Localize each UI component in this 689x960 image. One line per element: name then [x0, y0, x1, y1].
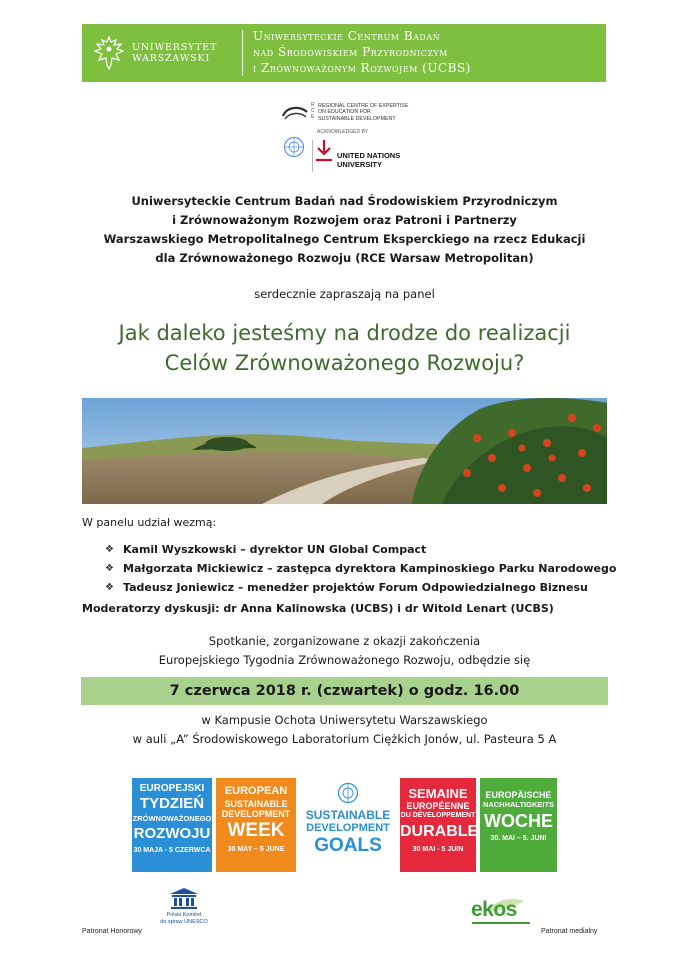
center-name-line3: i Zrównoważonym Rozwojem (UCBS)	[253, 61, 471, 75]
panelist-list	[105, 540, 616, 597]
ekos-logo: ekos	[471, 898, 517, 921]
tile-fr-line2: EUROPÉENNE	[406, 801, 470, 811]
intro-line2: i Zrównoważonym Rozwojem oraz Patroni i Partnerzy	[172, 213, 517, 227]
meeting-line1: Spotkanie, zorganizowane z okazji zakończenia	[208, 634, 481, 648]
header-banner	[82, 24, 606, 82]
tile-sdg	[299, 778, 397, 872]
eagle-emblem-icon	[94, 35, 124, 71]
center-name-line1: Uniwersyteckie Centrum Badań	[253, 29, 441, 43]
unesco-text-line2: do spraw UNESCO	[160, 918, 208, 925]
list-item	[105, 578, 616, 597]
tile-pl-line2: TYDZIEŃ	[139, 795, 205, 812]
venue-line1: w Kampusie Ochota Uniwersytetu Warszawskiego	[201, 713, 488, 727]
logo-divider	[312, 140, 313, 172]
unesco-text	[160, 912, 208, 925]
venue-line2: w auli „A” Środowiskowego Laboratorium Ciężkich Jonów, ul. Pasteura 5 A	[132, 732, 557, 746]
tile-en-date: 30 MAY – 5 JUNE	[227, 846, 285, 853]
panel-heading: W panelu udział wezmą:	[82, 516, 217, 529]
event-date: 7 czerwca 2018 r. (czwartek) o godz. 16.00	[169, 683, 520, 699]
unu-text	[337, 152, 400, 169]
tile-european-week-de	[480, 778, 557, 872]
unu-text-line1: UNITED NATIONS	[337, 151, 401, 160]
panelist-1: Kamil Wyszkowski – dyrektor UN Global Compact	[123, 543, 427, 556]
panel-title-line1: Jak daleko jesteśmy na drodze do realizacji	[118, 321, 571, 345]
meeting-info	[0, 632, 689, 670]
rce-side-letters: R C E	[311, 102, 315, 120]
tile-european-week-en	[216, 778, 296, 872]
media-patronage-label: Patronat medialny	[541, 928, 598, 935]
honorary-patronage-label: Patronat Honorowy	[82, 928, 142, 935]
panelist-2: Małgorzata Mickiewicz – zastępca dyrektora Kampinoskiego Parku Narodowego	[123, 562, 617, 575]
rce-logo	[281, 102, 421, 132]
tile-en-line1: EUROPEAN	[224, 785, 288, 797]
panel-title-line2: Celów Zrównoważonego Rozwoju?	[164, 351, 525, 375]
list-item	[105, 540, 616, 559]
tile-de-line3: WOCHE	[484, 811, 553, 831]
diamond-bullet-icon: ❖	[105, 563, 114, 574]
acknowledged-by: ACKNOWLEDGED BY	[317, 129, 369, 135]
tile-fr-line1: SEMAINE	[408, 786, 468, 801]
tile-european-week-pl	[132, 778, 212, 872]
tile-sdg-line3: GOALS	[314, 835, 382, 856]
university-name-line2: WARSZAWSKI	[132, 53, 211, 64]
unu-text-line2: UNIVERSITY	[337, 159, 383, 169]
landscape-photo	[82, 398, 607, 504]
tile-en-line3: DEVELOPMENT	[221, 809, 291, 819]
tile-en-line4: WEEK	[227, 820, 285, 841]
unu-logo-icon	[314, 138, 334, 168]
tile-de-line1: EUROPÄISCHE	[485, 790, 552, 800]
rce-text-line2: ON EDUCATION FOR	[318, 109, 371, 116]
intro-block	[0, 192, 689, 268]
intro-line3: Warszawskiego Metropolitalnego Centrum Eksperckiego na rzecz Edukacji	[103, 232, 586, 246]
rce-text-line3: SUSTAINABLE DEVELOPMENT	[318, 115, 396, 122]
tile-en-line2: SUSTAINABLE	[224, 799, 288, 809]
diamond-bullet-icon: ❖	[105, 544, 114, 555]
venue-info	[0, 711, 689, 749]
panel-title	[0, 318, 689, 378]
university-logo-block	[82, 24, 242, 82]
tile-sdg-line1: SUSTAINABLE	[305, 808, 391, 822]
unesco-text-line1: Polski Komitet	[166, 912, 202, 918]
intro-line1: Uniwersyteckie Centrum Badań nad Środowiskiem Przyrodniczym	[131, 194, 558, 208]
rce-text	[318, 103, 408, 122]
list-item	[105, 559, 616, 578]
tile-pl-line1: EUROPEJSKI	[139, 783, 205, 794]
tile-pl-date: 30 MAJA - 5 CZERWCA	[133, 847, 211, 854]
meeting-line2: Europejskiego Tygodnia Zrównoważonego Rozwoju, odbędzie się	[158, 653, 531, 667]
tile-de-date: 30. MAI – 5. JUNI	[490, 835, 547, 842]
tile-fr-line4: DURABLE	[400, 823, 479, 840]
unesco-temple-icon	[168, 886, 200, 910]
intro-line4: dla Zrównoważonego Rozwoju (RCE Warsaw Metropolitan)	[155, 251, 534, 265]
tile-sdg-line2: DEVELOPMENT	[306, 822, 390, 834]
center-name	[243, 24, 606, 82]
rce-swirl-icon	[281, 104, 309, 124]
tile-pl-line4: ROZWOJU	[133, 825, 211, 842]
un-emblem-icon	[283, 136, 305, 158]
date-band	[81, 677, 608, 705]
university-name-line1: UNIWERSYTET	[132, 42, 218, 53]
tile-de-line2: NACHHALTIGKEITS	[482, 800, 555, 809]
tile-fr-date: 30 MAI - 5 JUIN	[412, 846, 464, 853]
invite-text: serdecznie zapraszają na panel	[254, 287, 435, 301]
center-name-line2: nad Środowiskiem Przyrodniczym	[253, 45, 448, 59]
ekos-underline	[472, 922, 530, 924]
diamond-bullet-icon: ❖	[105, 582, 114, 593]
rce-text-line1: REGIONAL CENTRE OF EXPERTISE	[318, 103, 409, 109]
university-name	[132, 42, 217, 64]
panelist-3: Tadeusz Joniewicz – menedżer projektów Forum Odpowiedzialnego Biznesu	[123, 581, 588, 594]
tile-pl-line3: ZRÓWNOWAŻONEGO	[132, 814, 212, 823]
un-globe-icon	[337, 782, 359, 804]
moderators-text: Moderatorzy dyskusji: dr Anna Kalinowska (UCBS) i dr Witold Lenart (UCBS)	[82, 602, 554, 615]
tile-fr-line3: DU DÉVELOPPEMENT	[400, 812, 476, 819]
tile-european-week-fr	[400, 778, 479, 872]
